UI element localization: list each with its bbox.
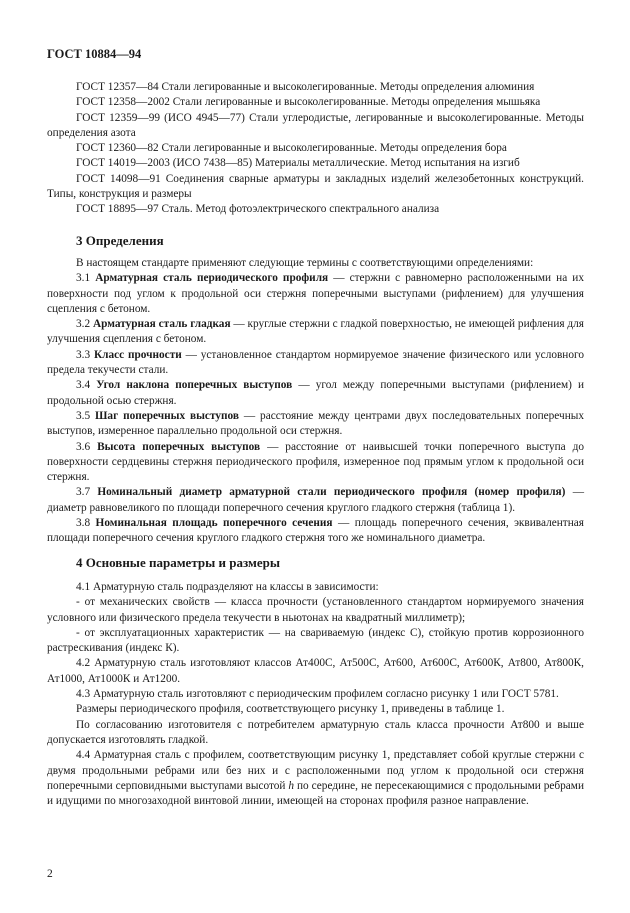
reference-item: ГОСТ 14019—2003 (ИСО 7438—85) Материалы металлические. Метод испытания на изгиб	[76, 157, 520, 170]
definitions-intro: В настоящем стандарте применяют следующие термины с соответствующими определениями:	[76, 257, 534, 269]
section-definitions	[47, 233, 584, 249]
definition-item: 3.2 Арматурная сталь гладкая — круглые стержни с гладкой поверхностью, не имеющей рифления для улучшения сцепления с бетоном.	[47, 318, 585, 346]
definition-term: Угол наклона поперечных выступов	[96, 379, 293, 392]
paragraph: 4.1 Арматурную сталь подразделяют на классы в зависимости:	[76, 581, 379, 593]
definition-term: Номинальная площадь поперечного сечения	[95, 517, 333, 530]
definition-item: 3.6 Высота поперечных выступов — расстояние от наивысшей точки поперечного выступа до поверхности сердцевины стержня периодического профиля, измеренное под прямым углом к продольной оси стержня.	[47, 440, 585, 484]
definition-term: Шаг поперечных выступов	[95, 409, 239, 422]
reference-item: ГОСТ 12358—2002 Стали легированные и высоколегированные. Методы определения мышьяка	[76, 96, 541, 109]
definition-term: Высота поперечных выступов	[97, 440, 261, 453]
definition-item: 3.1 Арматурная сталь периодического профиля — стержни с равномерно расположенными на их поверхности под углом к продольной оси стержня поперечными выступами (рифлением) для улучшения сцепления с бетоном.	[47, 272, 584, 315]
parameters-body	[47, 580, 584, 809]
references-list	[47, 80, 584, 218]
paragraph: Размеры периодического профиля, соответствующего рисунку 1, приведены в таблице 1.	[76, 703, 505, 716]
paragraph: 4.4 Арматурная сталь с профилем, соответствующим рисунку 1, представляет собой круглые стержни с двумя продольными ребрами или без них и с расположенными под углом к продольной оси стержня поперечными серповидными выступами высотой h по середине, не пересекающимися с продольными ребрами и идущими по многозаходной винтовой линии, имеющей на сторонах профиля разное направление.	[47, 749, 584, 808]
paragraph: - от механических свойств — класса прочности (установленного стандартом нормируемого значения условного или физического предела текучести в ньютонах на квадратный миллиметр);	[47, 596, 584, 624]
definition-item: 3.7 Номинальный диаметр арматурной стали периодического профиля (номер профиля) — диаметр равновеликого по площади поперечного сечения круглого гладкого стержня (таблица 1).	[47, 486, 584, 514]
section-title: 3 Определения	[76, 233, 164, 248]
reference-item: ГОСТ 14098—91 Соединения сварные арматуры и закладных изделий железобетонных конструкций. Типы, конструкция и размеры	[47, 172, 584, 201]
definition-term: Арматурная сталь периодического профиля	[95, 272, 329, 285]
definition-term: Класс прочности	[93, 348, 182, 361]
paragraph: 4.2 Арматурную сталь изготовляют классов Ат400С, Ат500С, Ат600, Ат600С, Ат600К, Ат800, Ат800К, Ат1000, Ат1000К и Ат1200.	[47, 657, 584, 685]
variable-h: h	[288, 779, 295, 792]
reference-item: ГОСТ 12357—84 Стали легированные и высоколегированные. Методы определения алюминия	[76, 81, 535, 93]
reference-item: ГОСТ 12359—99 (ИСО 4945—77) Стали углеродистые, легированные и высоколегированные. Методы определения азота	[47, 111, 584, 139]
reference-item: ГОСТ 18895—97 Сталь. Метод фотоэлектрического спектрального анализа	[76, 203, 440, 216]
paragraph: По согласованию изготовителя с потребителем арматурную сталь класса прочности Ат800 и выше допускается изготовлять гладкой.	[47, 718, 584, 746]
definition-item: 3.3 Класс прочности — установленное стандартом нормируемое значение физического или условного предела текучести стали.	[47, 348, 585, 377]
section-title: 4 Основные параметры и размеры	[76, 555, 281, 570]
page-number: 2	[47, 868, 53, 880]
definition-item: 3.8 Номинальная площадь поперечного сечения — площадь поперечного сечения, эквивалентная площади поперечного сечения круглого гладкого стержня того же номинального диаметра.	[47, 517, 584, 545]
definition-item: 3.4 Угол наклона поперечных выступов — угол между поперечными выступами (рифлением) и продольной осью стержня.	[47, 379, 584, 407]
reference-item: ГОСТ 12360—82 Стали легированные и высоколегированные. Методы определения бора	[76, 142, 507, 155]
definition-term: Номинальный диаметр арматурной стали периодического профиля (номер профиля)	[97, 486, 566, 499]
section-parameters	[47, 555, 584, 571]
definitions-body	[47, 256, 584, 547]
document-header: ГОСТ 10884—94	[47, 47, 142, 61]
definition-item: 3.5 Шаг поперечных выступов — расстояние между центрами двух последовательных поперечных выступов, измеренное параллельно продольной оси стержня.	[47, 409, 585, 438]
paragraph: 4.3 Арматурную сталь изготовляют с периодическим профилем согласно рисунку 1 или ГОСТ 5781.	[76, 688, 559, 701]
paragraph: - от эксплуатационных характеристик — на свариваемую (индекс С), стойкую против коррозионного растрескивания (индекс К).	[47, 626, 584, 655]
definition-term: Арматурная сталь гладкая	[92, 318, 231, 331]
